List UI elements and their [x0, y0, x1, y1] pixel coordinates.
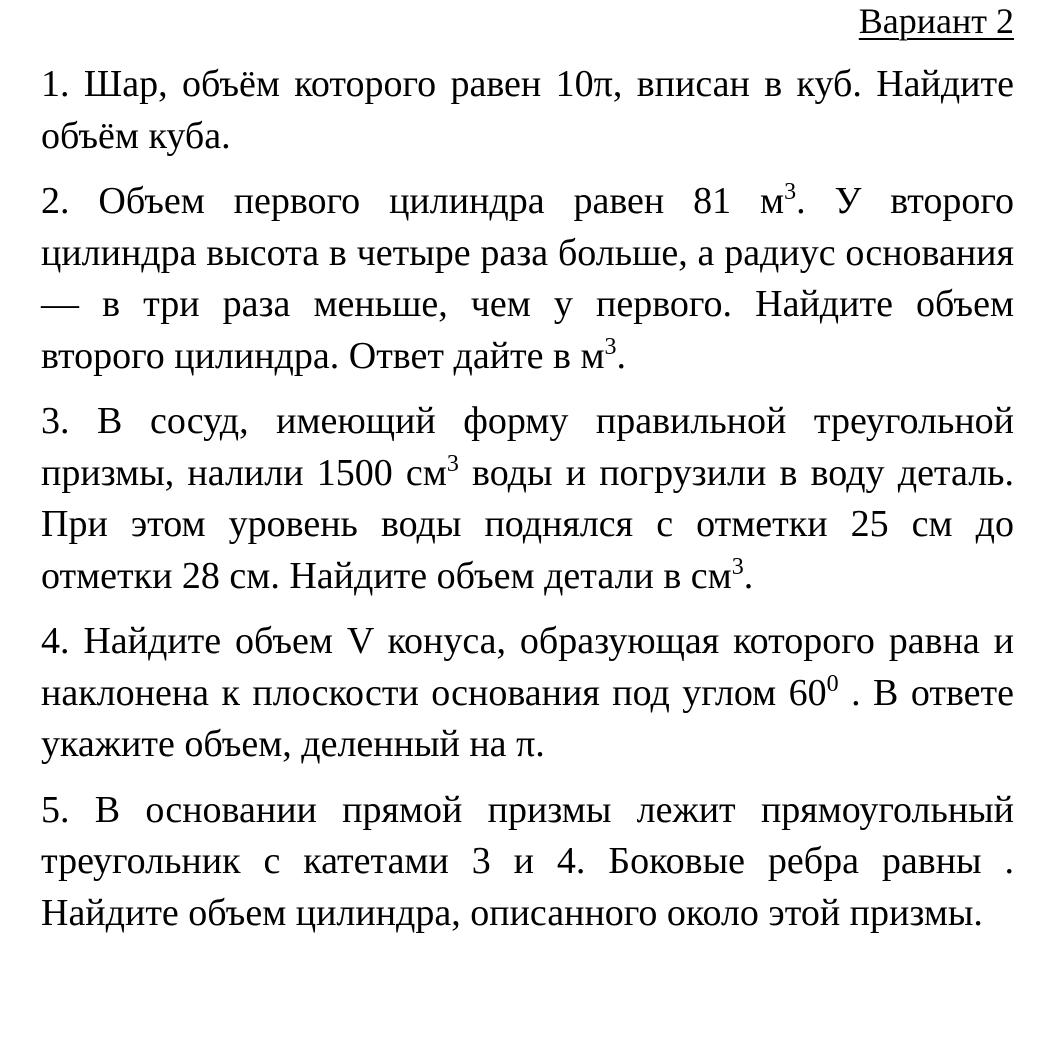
problem-5	[41, 785, 1014, 940]
variant-label: Вариант 2	[858, 1, 1014, 41]
problem-4-superscript: 0	[826, 670, 839, 697]
problem-4-text-b: . В ответе укажите объем, деленный на π.	[41, 671, 1015, 765]
problem-3-superscript-a: 3	[446, 450, 459, 477]
problem-3-superscript-b: 3	[731, 553, 744, 580]
worksheet-page	[41, 0, 1014, 953]
problem-2-text-c: .	[616, 334, 626, 377]
problem-2	[41, 176, 1014, 382]
problem-1-text: 1. Шар, объём которого равен 10π, вписан в куб. Найдите объём куба.	[41, 63, 1014, 157]
problem-5-text: 5. В основании прямой призмы лежит прямоугольный треугольник с катетами 3 и 4. Боковые ребра равны . Найдите объем цилиндра, описанного около этой призмы.	[41, 788, 1014, 934]
problem-3-text-c: .	[743, 554, 754, 597]
problem-2-superscript-b: 3	[604, 333, 617, 360]
problem-3-text-a: 3. В сосуд, имеющий форму правильной треугольной призмы, налили 1500 см	[41, 400, 1014, 494]
problem-2-text-b: . У второго цилиндра высота в четыре раза больше, а радиус основания — в три раза меньше, чем у первого. Найдите объем второго цилиндра. Ответ дайте в м	[41, 180, 1014, 377]
variant-heading	[41, 0, 1014, 39]
problem-3-text-b: воды и погрузили в воду деталь. При этом уровень воды поднялся с отметки 25 см до отметки 28 см. Найдите объем детали в см	[41, 451, 1014, 597]
problem-2-superscript-a: 3	[784, 179, 797, 205]
problem-4-text-a: 4. Найдите объем V конуса, образующая которого равна и наклонена к плоскости основания под углом 60	[41, 620, 1014, 714]
problem-2-text-a: 2. Объем первого цилиндра равен 81 м	[41, 180, 785, 222]
problem-1	[41, 59, 1014, 162]
problem-4	[41, 616, 1014, 771]
problem-3	[41, 396, 1014, 602]
